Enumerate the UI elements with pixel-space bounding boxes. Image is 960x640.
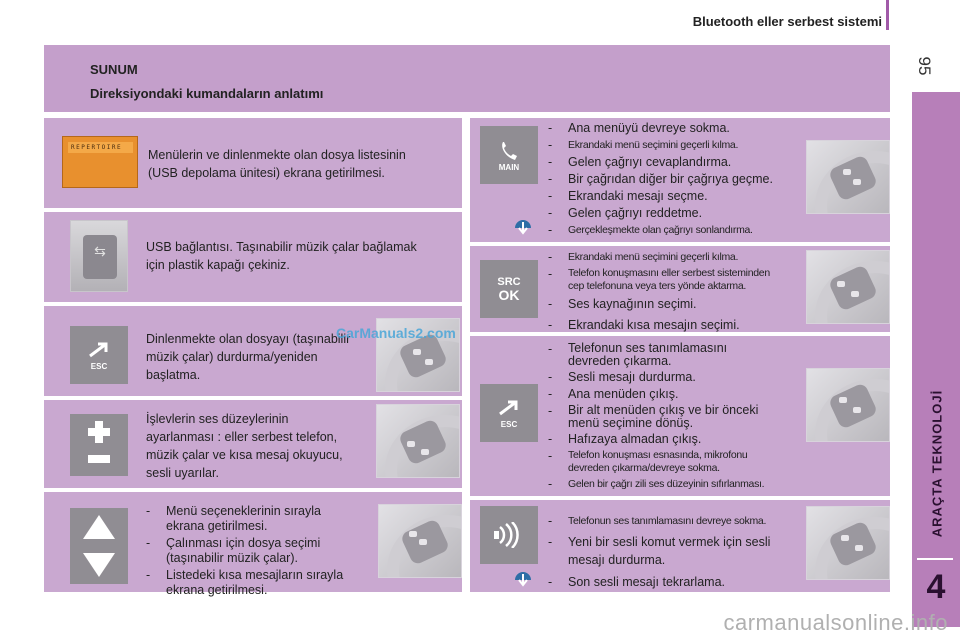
list-item: - Telefon konuşması esnasında, mikrofonu devreden çıkarma/devreye sokma. — [548, 449, 748, 474]
steering-wheel-image — [806, 140, 890, 214]
repertoire-screen-text: REPERTOIRE — [68, 142, 133, 153]
section-subtitle: Direksiyondaki kumandaların anlatımı — [90, 86, 324, 101]
text-line: başlatma. — [146, 368, 201, 382]
list-item: - Hafızaya almadan çıkış. — [548, 432, 702, 446]
list-item: - Ekrandaki menü seçimini geçerli kılma. — [548, 138, 739, 152]
header-accent-bar — [886, 0, 889, 30]
esc-label: ESC — [90, 361, 108, 371]
voice-list — [548, 514, 808, 592]
esc-list — [548, 342, 808, 494]
usb-description — [146, 238, 417, 274]
text-line: Menülerin ve dinlenmekte olan dosya listesinin — [148, 148, 406, 162]
text-line: müzik çalar ve kısa mesaj okuyucu, — [146, 448, 343, 462]
main-button-image — [480, 126, 538, 184]
steering-wheel-image — [806, 250, 890, 324]
phone-icon — [497, 139, 521, 163]
list-item: - Telefonun ses tanımlamasını devreye sokma. — [548, 514, 767, 528]
src-ok-button-image — [480, 260, 538, 318]
list-item: - Menü seçeneklerinin sırayla ekrana getirilmesi. — [146, 504, 321, 533]
ok-label: OK — [498, 287, 520, 303]
list-item: - Son sesli mesajı tekrarlama. — [548, 575, 726, 589]
text-line: İşlevlerin ses düzeylerinin — [146, 412, 289, 426]
navigation-list — [146, 504, 376, 600]
chapter-divider — [917, 558, 953, 560]
list-item: - Ana menüyü devreye sokma. — [548, 121, 730, 135]
text-line: (USB depolama ünitesi) ekrana getirilmesi. — [148, 166, 385, 180]
voice-button-image — [480, 506, 538, 564]
steering-wheel-image — [378, 504, 462, 578]
main-list — [548, 121, 808, 240]
watermark: CarManuals2.com — [336, 325, 456, 341]
repertoire-description — [148, 146, 406, 182]
volume-button-image — [70, 414, 128, 476]
footer-watermark: carmanualsonline.info — [723, 610, 948, 635]
chapter-label: ARAÇTA TEKNOLOJİ — [929, 389, 945, 538]
pause-description — [146, 330, 350, 384]
list-item: - Ekrandaki mesajı seçme. — [548, 189, 708, 203]
usb-icon: ⇆ — [94, 243, 106, 259]
list-item: - Gelen çağrıyı reddetme. — [548, 206, 703, 220]
text-line: müzik çalar) durdurma/yeniden — [146, 350, 318, 364]
text-line: ayarlanması : eller serbest telefon, — [146, 430, 338, 444]
list-item: - Çalınması için dosya seçimi (taşınabilir müzik çalar). — [146, 536, 321, 565]
steering-wheel-image — [806, 506, 890, 580]
list-item: - Listedeki kısa mesajların sırayla ekrana getirilmesi. — [146, 568, 344, 597]
usb-port-image — [70, 220, 128, 292]
main-label: MAIN — [498, 162, 520, 172]
text-line: Dinlenmekte olan dosyayı (taşınabilir — [146, 332, 351, 346]
list-item: - Bir çağrıdan diğer bir çağrıya geçme. — [548, 172, 773, 186]
page-number: 95 — [915, 56, 934, 76]
plus-minus-icon — [79, 417, 119, 473]
phone-hangup-icon — [496, 398, 522, 420]
steering-wheel-image — [806, 368, 890, 442]
repertoire-display-image — [62, 136, 138, 188]
list-item: - Sesli mesajı durdurma. — [548, 370, 696, 384]
long-press-icon — [512, 566, 534, 588]
esc-label: ESC — [500, 419, 518, 429]
phone-hangup-icon — [86, 340, 112, 362]
list-item: - Bir alt menüden çıkış ve bir önceki menü seçimine dönüş. — [548, 403, 759, 430]
list-item: - Telefon konuşmasını eller serbest sisteminden cep telefonuna veya ters yönde aktarma. — [548, 267, 770, 292]
list-item: - Gelen çağrıyı cevaplandırma. — [548, 155, 732, 169]
src-ok-list — [548, 250, 808, 335]
list-item: - Ses kaynağının seçimi. — [548, 297, 697, 311]
arrows-button-image — [70, 508, 128, 584]
list-item: - Telefonun ses tanımlamasını devreden çıkarma. — [548, 341, 728, 368]
volume-description — [146, 410, 343, 482]
list-item: - Ekrandaki kısa mesajın seçimi. — [548, 318, 740, 332]
section-title: SUNUM — [90, 62, 138, 77]
list-item: - Gerçekleşmekte olan çağrıyı sonlandırma. — [548, 223, 753, 237]
text-line: için plastik kapağı çekiniz. — [146, 258, 290, 272]
list-item: - Gelen bir çağrı zili ses düzeyinin sıfırlanması. — [548, 477, 765, 491]
list-item: - Ekrandaki menü seçimini geçerli kılma. — [548, 250, 739, 264]
esc-button-image — [480, 384, 538, 442]
up-down-arrows-icon — [79, 511, 119, 581]
section-header-panel — [44, 45, 890, 112]
header-title: Bluetooth eller serbest sistemi — [692, 14, 882, 29]
steering-wheel-image — [376, 404, 460, 478]
voice-waves-icon — [492, 522, 526, 548]
list-item: - Yeni bir sesli komut vermek için sesli mesajı durdurma. — [548, 535, 771, 567]
esc-button-image — [70, 326, 128, 384]
chapter-number: 4 — [926, 568, 946, 606]
long-press-icon — [512, 214, 534, 236]
text-line: sesli uyarılar. — [146, 466, 219, 480]
text-line: USB bağlantısı. Taşınabilir müzik çalar bağlamak — [146, 240, 417, 254]
list-item: - Ana menüden çıkış. — [548, 387, 679, 401]
src-label: SRC — [497, 276, 521, 288]
